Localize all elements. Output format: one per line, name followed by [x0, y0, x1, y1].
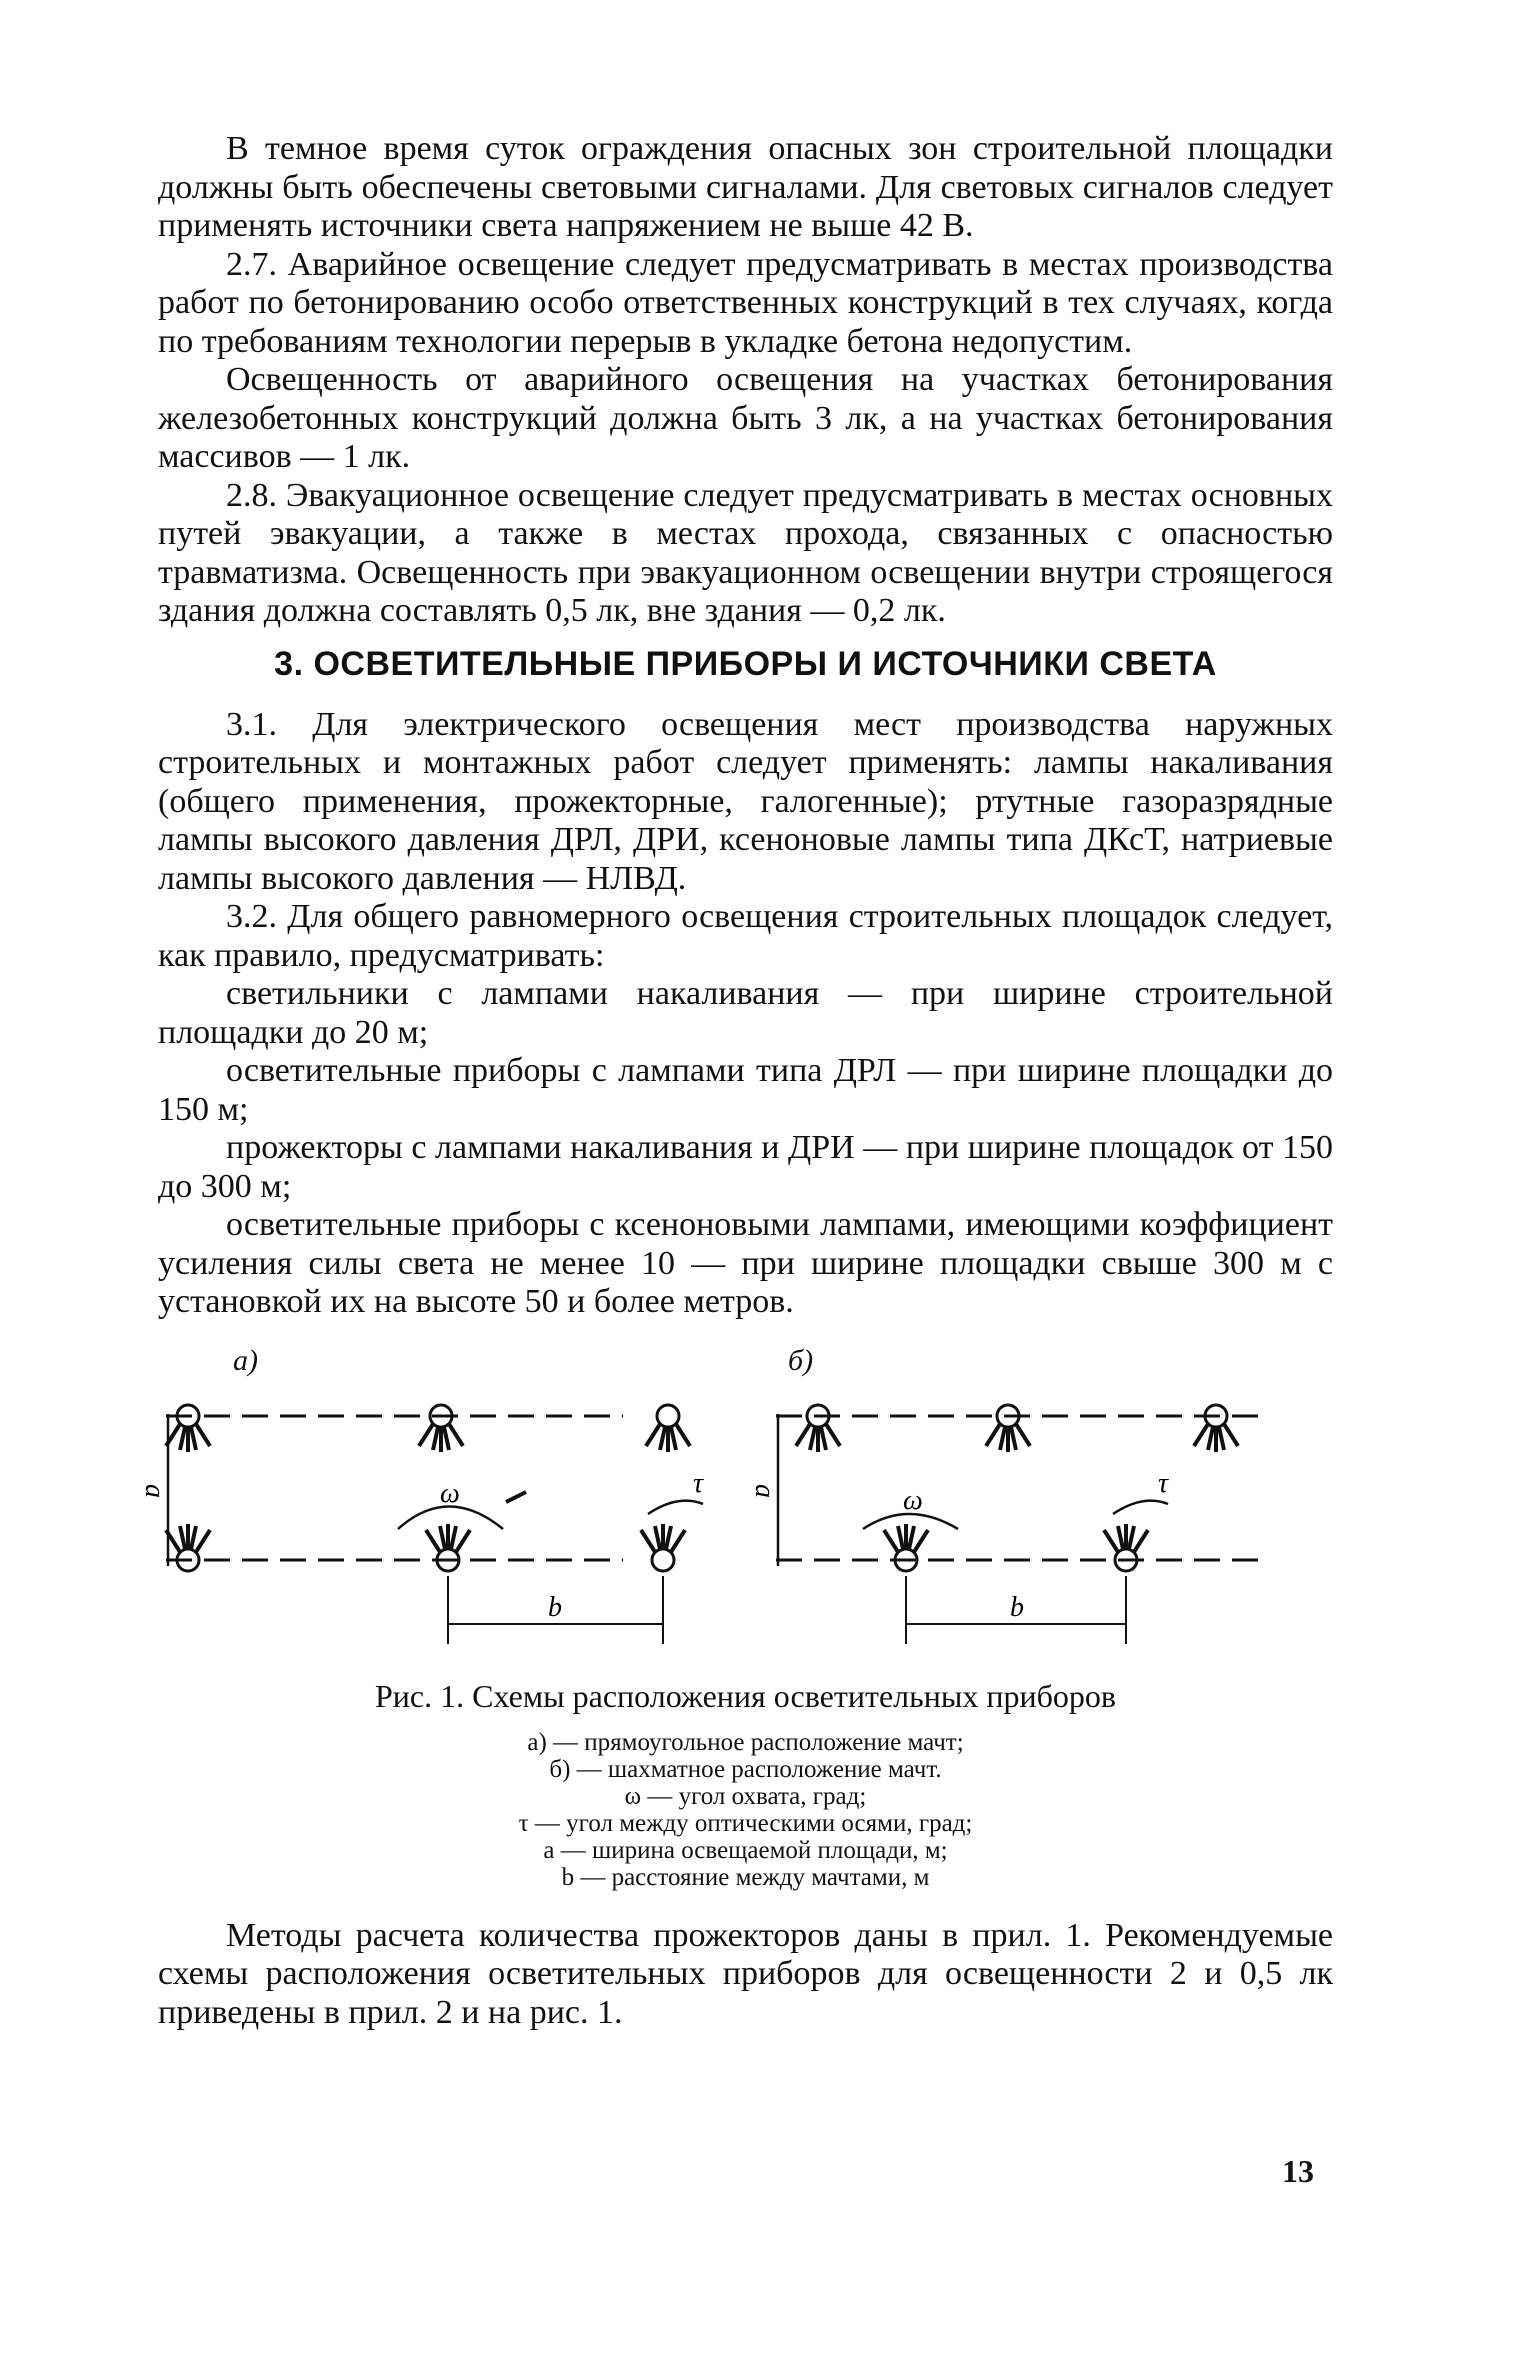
document-page	[139, 130, 1333, 2032]
mast-lamp-icon	[1104, 1524, 1148, 1571]
scheme-b	[749, 1405, 1258, 1644]
list-item: осветительные приборы с ксеноновыми лампами, имеющими коэффициент усиления силы света не менее 10 — при ширине площадки свыше 300 м с установкой их на высоте 50 и более метров.	[158, 1206, 1333, 1320]
dimension-a-label: a	[139, 1483, 170, 1498]
omega-label: ω	[440, 1477, 460, 1509]
section-heading: 3. ОСВЕТИТЕЛЬНЫЕ ПРИБОРЫ И ИСТОЧНИКИ СВЕТА	[274, 644, 1217, 683]
legend-item: τ — угол между оптическими осями, град;	[518, 1809, 973, 1837]
figure-caption: Рис. 1. Схемы расположения осветительных приборов	[374, 1677, 1116, 1714]
dimension-b-label: b	[1010, 1591, 1024, 1623]
paragraph-emergency-illuminance: Освещенность от аварийного освещения на участках бетонирования железобетонных конструкций должна быть 3 лк, а на участках бетонирования массивов — 1 лк.	[158, 361, 1333, 475]
figure-label-a: а)	[233, 1343, 258, 1377]
mast-lamp-icon	[166, 1524, 210, 1571]
legend-item: b — расстояние между мачтами, м	[561, 1863, 930, 1891]
scheme-a	[139, 1405, 704, 1644]
legend-item: а — ширина освещаемой площади, м;	[543, 1836, 948, 1864]
legend-item: б) — шахматное расположение мачт.	[549, 1755, 942, 1783]
legend-item: а) — прямоугольное расположение мачт;	[527, 1728, 964, 1756]
mast-lamp-icon	[419, 1405, 463, 1452]
figure-label-b: б)	[788, 1343, 814, 1377]
list-item: светильники с лампами накаливания — при ширине строительной площадки до 20 м;	[158, 975, 1333, 1051]
tau-label: τ	[1158, 1467, 1169, 1499]
figure-lighting-schemes	[139, 1343, 1333, 1674]
paragraph-2-8: 2.8. Эвакуационное освещение следует предусматривать в местах основных путей эвакуации, а также в местах прохода, связанных с опасностью травматизма. Освещенность при эвакуационном освещении внутри строящегося здания должна составлять 0,5 лк, вне здания — 0,2 лк.	[158, 476, 1333, 629]
paragraph-2-7: 2.7. Аварийное освещение следует предусматривать в местах производства работ по бетонированию особо ответственных конструкций в тех случаях, когда по требованиям технологии перерыв в укладке бетона недопустим.	[158, 245, 1333, 360]
dimension-a-label: a	[749, 1483, 780, 1498]
tau-label: τ	[693, 1467, 704, 1499]
list-item: прожекторы с лампами накаливания и ДРИ — при ширине площадок от 150 до 300 м;	[158, 1129, 1333, 1205]
paragraph-3-2: 3.2. Для общего равномерного освещения строительных площадок следует, как правило, предусматривать:	[158, 898, 1333, 974]
mast-lamp-icon	[884, 1524, 928, 1571]
mast-lamp-icon	[166, 1405, 210, 1452]
mast-lamp-icon	[1194, 1405, 1238, 1452]
legend-item: ω — угол охвата, град;	[624, 1782, 867, 1810]
closing-paragraph: Методы расчета количества прожекторов даны в прил. 1. Рекомендуемые схемы расположения осветительных приборов для освещенности 2 и 0,5 лк приведены в прил. 2 и на рис. 1.	[158, 1916, 1333, 2031]
omega-label: ω	[903, 1484, 923, 1516]
dimension-b-label: b	[548, 1591, 562, 1623]
lighting-scheme-diagram	[139, 1344, 1333, 1674]
mast-lamp-icon	[796, 1405, 840, 1452]
list-item: осветительные приборы с лампами типа ДРЛ — при ширине площадки до 150 м;	[158, 1052, 1333, 1128]
figure-legend	[158, 1729, 1333, 1891]
mast-lamp-icon	[986, 1405, 1030, 1452]
mast-lamp-icon	[646, 1405, 690, 1452]
page-number: 13	[1282, 2153, 1314, 2189]
paragraph-3-1: 3.1. Для электрического освещения мест производства наружных строительных и монтажных работ следует применять: лампы накаливания (общего применения, прожекторные, галогенные); ртутные газоразрядные лампы высокого давления ДРЛ, ДРИ, ксеноновые лампы типа ДКсТ, натриевые лампы высокого давления — НЛВД.	[158, 705, 1333, 897]
paragraph-signals: В темное время суток ограждения опасных зон строительной площадки должны быть обеспечены световыми сигналами. Для световых сигналов следует применять источники света напряжением не выше 42 В.	[158, 130, 1333, 244]
mast-lamp-icon	[426, 1524, 470, 1571]
mast-lamp-icon	[641, 1524, 685, 1571]
